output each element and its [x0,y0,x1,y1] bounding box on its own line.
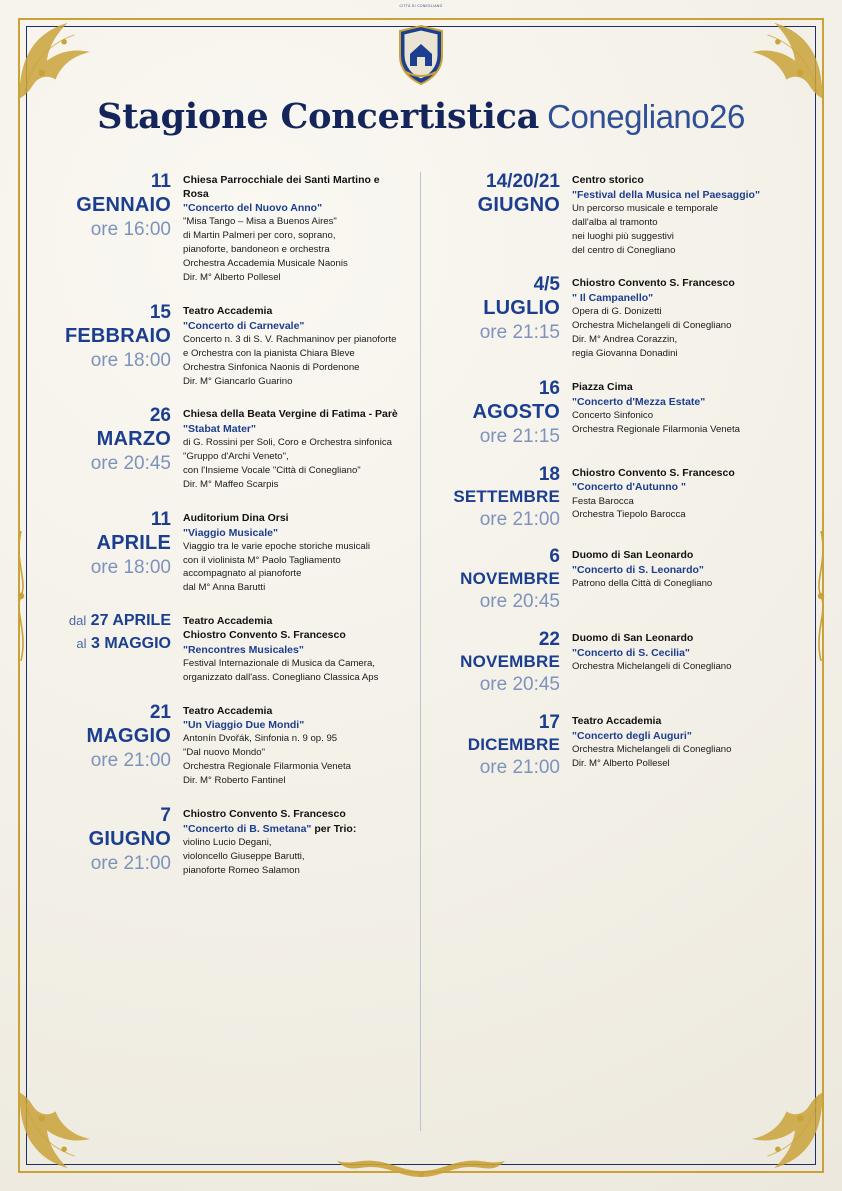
page-title [0,96,842,137]
event-date-range [48,613,183,657]
event-piece: "Concerto degli Auguri" [572,729,692,742]
event-piece: "Concerto d'Autunno " [572,481,686,494]
event-detail: Festa Barocca [572,495,634,507]
event-date [48,806,183,874]
event-detail: di G. Rossini per Soli, Coro e Orchestra sinfonica [183,437,393,449]
event-venue: Teatro Accademia [183,704,273,717]
corner-ornament-icon [740,16,826,102]
event-venue: Chiostro Convento S. Francesco [572,277,735,290]
event-info [572,713,786,771]
event-detail: "Dal nuovo Mondo" [183,747,266,759]
event-info [572,379,786,437]
corner-ornament-icon [16,16,102,102]
bottom-ornament-icon [331,1155,511,1181]
event-info [183,406,406,491]
event-day: 7 [160,805,171,826]
event-venue: Chiesa della Beata Vergine di Fatima - Parè [183,408,398,421]
event-time: ore 20:45 [479,591,560,613]
event-piece-suffix: per Trio: [311,822,357,835]
event-day: 26 [149,405,171,427]
event-venue: Teatro Accademia [183,615,273,628]
event-date-range-line-1 [48,613,171,630]
event-day: 16 [538,377,560,399]
event-detail: Orchestra Michelangeli di Conegliano [572,661,732,672]
event-detail: con l'Insieme Vocale "Città di Conegliano" [183,465,361,477]
event-time: ore 21:00 [90,852,171,874]
event-piece: "Concerto di S. Cecilia" [572,646,690,659]
event-venue-secondary: Chiostro Convento S. Francesco [183,628,346,641]
event-day: 11 [150,508,171,530]
event-detail: violino Lucio Degani, [183,836,272,848]
event-month: APRILE [96,531,171,554]
event-detail: pianoforte, bandoneon e orchestra [183,244,330,256]
event-detail: Orchestra Regionale Filarmonia Veneta [572,423,740,435]
event-date [437,379,572,447]
event-range-value-to: 3 MAGGIO [90,635,171,653]
event-detail: Orchestra Michelangeli di Conegliano [572,320,732,332]
event-detail: di Martin Palmeri per coro, soprano, [183,230,336,242]
event-month: MAGGIO [86,724,171,747]
event-info [183,510,406,595]
event-detail: Orchestra Tiepolo Barocca [572,509,686,521]
event-time: ore 21:00 [90,749,171,771]
event-range-label-from: dal [68,613,87,629]
event-piece: "Concerto di S. Leonardo" [572,564,704,577]
program-column-left [48,172,421,1131]
event-day: 22 [538,629,560,651]
event-range-value-from: 27 APRILE [90,612,171,630]
event-piece: "Rencontres Musicales" [183,643,304,656]
event-detail: Un percorso musicale e temporale [572,202,719,214]
event-month: GIUGNO [477,193,560,216]
event-day: 17 [538,711,560,733]
event-detail: Viaggio tra le varie epoche storiche musicali [183,540,370,552]
list-item[interactable] [48,172,406,285]
event-month: DICEMBRE [467,734,560,754]
event-date [48,303,183,371]
event-month: GIUGNO [88,827,171,850]
event-detail: Concerto Sinfonico [572,409,654,421]
event-detail: Dir. M° Andrea Corazzin, [572,334,678,346]
event-detail: nei luoghi più suggestivi [572,230,674,242]
event-time: ore 21:00 [479,756,560,778]
event-detail: con il violinista M° Paolo Tagliamento [183,554,341,566]
event-detail: Orchestra Regionale Filarmonia Veneta [183,761,351,773]
list-item[interactable] [48,703,406,788]
event-venue: Teatro Accademia [572,714,662,727]
event-time: ore 18:00 [90,556,171,578]
event-day: 11 [150,171,171,192]
event-time: ore 21:15 [479,322,560,344]
list-item[interactable] [437,172,786,257]
event-info [572,275,786,360]
program-columns [48,172,794,1131]
event-day: 4/5 [533,274,560,296]
event-detail: Dir. M° Maffeo Scarpis [183,478,279,490]
event-detail: organizzato dall'ass. Conegliano Classica Aps [183,671,379,683]
event-detail: Orchestra Michelangeli di Conegliano [572,743,732,755]
event-info [572,172,786,257]
event-detail: Antonín Dvořák, Sinfonia n. 9 op. 95 [183,733,338,745]
event-detail: dal M° Anna Barutti [183,582,266,594]
event-detail: Orchestra Sinfonica Naonis di Pordenone [183,361,360,373]
event-piece: "Concerto d'Mezza Estate" [572,395,706,408]
event-date [437,713,572,778]
event-piece: "Viaggio Musicale" [183,526,278,539]
event-piece: "Stabat Mater" [183,423,256,436]
event-date [437,172,572,220]
event-detail: Dir. M° Alberto Pollesel [183,272,281,284]
event-venue: Piazza Cima [572,380,633,393]
event-time: ore 21:15 [479,425,560,447]
event-month: FEBBRAIO [64,324,171,347]
event-venue: Chiostro Convento S. Francesco [183,808,346,820]
event-detail: Patrono della Città di Conegliano [572,578,713,590]
event-venue: Duomo di San Leonardo [572,549,694,562]
event-date [437,547,572,612]
event-piece: "Un Viaggio Due Mondi" [183,719,305,732]
list-item[interactable] [437,275,786,360]
event-detail: dall'alba al tramonto [572,216,658,228]
program-column-right [421,172,794,1131]
event-piece: "Concerto di Carnevale" [183,319,305,332]
event-month: LUGLIO [483,297,560,320]
event-detail: Opera di G. Donizetti [572,306,662,318]
event-venue: Auditorium Dina Orsi [183,511,289,524]
list-item[interactable] [48,613,406,684]
event-detail: "Gruppo d'Archi Veneto", [183,451,289,463]
list-item[interactable] [437,547,786,612]
title-main: Stagione Concertistica [97,96,540,137]
event-piece-title: "Concerto di B. Smetana" [183,822,312,835]
right-ornament-icon [810,521,832,671]
event-month: NOVEMBRE [460,652,560,672]
event-time: ore 16:00 [90,218,171,240]
city-coat-of-arms-icon [392,24,450,86]
event-date [437,465,572,530]
event-date [48,172,183,240]
event-time: ore 20:45 [90,453,171,475]
event-info [572,630,786,674]
event-day: 21 [149,701,171,723]
title-sub: Conegliano26 [547,98,745,135]
event-date [437,275,572,343]
event-month: SETTEMBRE [453,486,560,506]
event-detail: Dir. M° Giancarlo Guarino [183,375,293,387]
event-detail: "Misa Tango – Misa a Buenos Aires" [183,216,337,228]
event-month: MARZO [96,428,171,451]
event-detail: Festival Internazionale di Musica da Camera, [183,657,375,669]
event-venue: Chiesa Parrocchiale dei Santi Martino e Rosa [183,174,380,200]
event-date [48,703,183,771]
event-info [572,465,786,523]
event-venue: Teatro Accademia [183,304,273,317]
event-day: 18 [538,463,560,485]
event-detail: Orchestra Accademia Musicale Naonis [183,258,348,270]
event-piece: " Il Campanello" [572,292,654,305]
event-detail: regia Giovanna Donadini [572,347,678,359]
event-month: NOVEMBRE [460,569,560,589]
event-detail: violoncello Giuseppe Barutti, [183,850,305,862]
event-time: ore 21:00 [479,508,560,530]
list-item[interactable] [48,303,406,388]
event-info [183,613,406,684]
event-info [572,547,786,591]
event-day: 6 [549,546,560,568]
event-date [48,510,183,578]
list-item[interactable] [48,806,406,878]
list-item[interactable] [48,510,406,595]
event-day: 15 [149,301,171,323]
event-month: AGOSTO [472,400,560,423]
event-piece: "Concerto del Nuovo Anno" [183,202,323,215]
event-piece [183,822,406,836]
event-info [183,703,406,788]
event-time: ore 18:00 [90,349,171,371]
event-day: 14/20/21 [486,171,560,192]
event-detail: pianoforte Romeo Salamon [183,864,300,876]
event-month: GENNAIO [76,193,171,216]
event-venue: Duomo di San Leonardo [572,632,694,645]
event-detail: accompagnato al pianoforte [183,568,302,580]
list-item[interactable] [48,406,406,491]
event-detail: Dir. M° Roberto Fantinel [183,775,286,787]
event-venue: Chiostro Convento S. Francesco [572,466,735,479]
event-detail: Dir. M° Alberto Pollesel [572,757,670,769]
event-detail: Concerto n. 3 di S. V. Rachmaninov per pianoforte [183,333,397,345]
event-info [183,806,406,878]
list-item[interactable] [437,713,786,778]
event-detail: e Orchestra con la pianista Chiara Bleve [183,347,355,359]
event-range-label-to: al [76,636,87,652]
event-detail: del centro di Conegliano [572,244,676,256]
event-piece: "Festival della Musica nel Paesaggio" [572,188,760,201]
event-date [48,406,183,474]
crest-caption: CITTÀ DI CONEGLIANO [399,4,443,8]
event-time: ore 20:45 [479,673,560,695]
list-item[interactable] [437,465,786,530]
event-info [183,303,406,388]
list-item[interactable] [437,630,786,695]
event-date-range-line-2 [48,636,171,653]
event-date [437,630,572,695]
event-venue: Centro storico [572,174,644,186]
event-info [183,172,406,285]
left-ornament-icon [10,521,32,671]
list-item[interactable] [437,379,786,447]
